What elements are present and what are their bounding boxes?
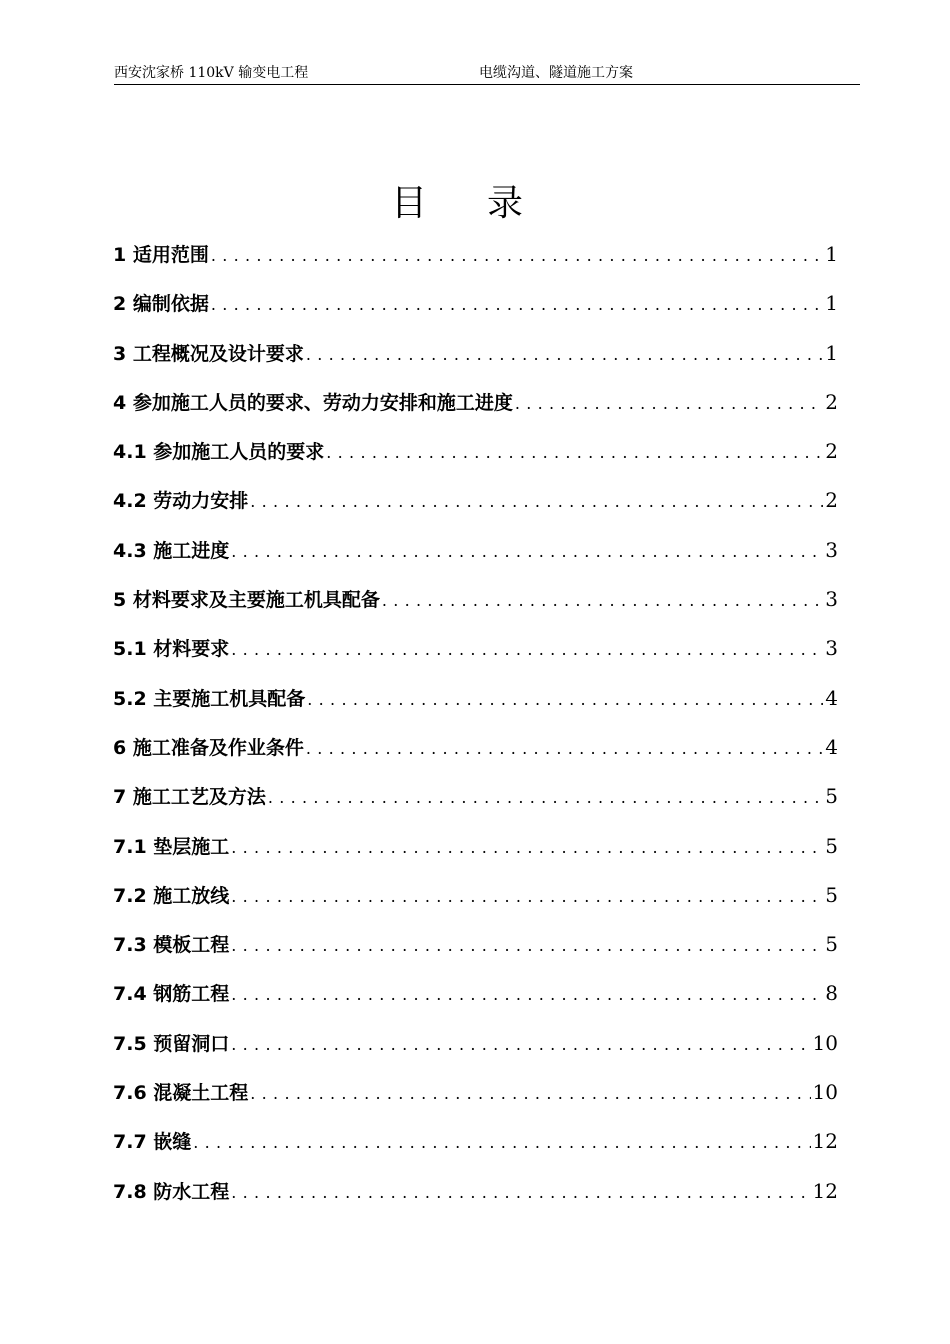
- toc-entry[interactable]: [113, 1025, 838, 1074]
- toc-leader-dots: [250, 484, 823, 520]
- page-header: [114, 64, 860, 85]
- toc-leader-dots: [268, 780, 823, 816]
- toc-entry[interactable]: [113, 1123, 838, 1172]
- toc-leader-dots: [231, 534, 823, 570]
- toc-entry-page: 5: [825, 882, 838, 907]
- toc-entry-page: 12: [812, 1178, 838, 1203]
- toc-entry-page: 2: [825, 439, 838, 464]
- toc-entry[interactable]: [113, 236, 838, 285]
- toc-entry[interactable]: [113, 778, 838, 827]
- toc-entry-page: 4: [825, 734, 838, 759]
- toc-entry[interactable]: [113, 729, 838, 778]
- toc-entry-title: 7.2 施工放线: [113, 884, 230, 907]
- toc-leader-dots: [250, 1076, 810, 1112]
- toc-leader-dots: [231, 1175, 810, 1211]
- toc-entry-title: 7.4 钢筋工程: [113, 983, 230, 1006]
- toc-entry-title: 7 施工工艺及方法: [113, 786, 266, 809]
- toc-entry-title: 6 施工准备及作业条件: [113, 736, 304, 759]
- table-of-contents: [113, 236, 838, 1222]
- toc-entry-page: 3: [825, 587, 838, 612]
- toc-entry-page: 5: [825, 833, 838, 858]
- toc-entry[interactable]: [113, 630, 838, 679]
- toc-entry-page: 10: [812, 1080, 838, 1105]
- toc-entry[interactable]: [113, 482, 838, 531]
- toc-entry-title: 7.6 混凝土工程: [113, 1082, 249, 1105]
- toc-entry[interactable]: [113, 384, 838, 433]
- toc-entry[interactable]: [113, 532, 838, 581]
- toc-heading: 目录: [390, 183, 583, 224]
- toc-entry-page: 5: [825, 932, 838, 957]
- toc-entry-title: 4.3 施工进度: [113, 539, 230, 562]
- toc-leader-dots: [307, 682, 823, 718]
- toc-entry-title: 5 材料要求及主要施工机具配备: [113, 589, 380, 612]
- toc-entry[interactable]: [113, 680, 838, 729]
- toc-entry-page: 12: [812, 1129, 838, 1154]
- toc-entry-title: 5.2 主要施工机具配备: [113, 687, 306, 710]
- toc-leader-dots: [515, 386, 823, 422]
- toc-entry-title: 1 适用范围: [113, 244, 209, 266]
- toc-leader-dots: [231, 977, 823, 1013]
- header-document-name: 电缆沟道、隧道施工方案: [479, 65, 633, 81]
- toc-leader-dots: [211, 287, 823, 323]
- toc-entry-title: 4.2 劳动力安排: [113, 490, 249, 513]
- toc-entry-title: 7.5 预留洞口: [113, 1032, 230, 1055]
- toc-entry[interactable]: [113, 285, 838, 334]
- toc-entry-title: 7.1 垫层施工: [113, 835, 230, 858]
- toc-leader-dots: [231, 1027, 810, 1063]
- toc-leader-dots: [231, 830, 823, 866]
- toc-entry[interactable]: [113, 975, 838, 1024]
- toc-entry[interactable]: [113, 1173, 838, 1222]
- toc-leader-dots: [231, 879, 823, 915]
- toc-entry-page: 4: [825, 685, 838, 710]
- toc-leader-dots: [211, 238, 823, 274]
- toc-entry-title: 5.1 材料要求: [113, 638, 230, 661]
- toc-leader-dots: [326, 435, 823, 471]
- header-project-name: 西安沈家桥 110kV 输变电工程: [114, 65, 309, 81]
- toc-entry-page: 2: [825, 389, 838, 414]
- toc-entry[interactable]: [113, 877, 838, 926]
- toc-entry-page: 3: [825, 636, 838, 661]
- toc-entry-page: 1: [825, 242, 838, 266]
- toc-leader-dots: [306, 337, 823, 373]
- toc-entry-page: 5: [825, 784, 838, 809]
- toc-leader-dots: [231, 928, 823, 964]
- toc-entry-page: 1: [825, 340, 838, 365]
- toc-entry-page: 3: [825, 537, 838, 562]
- toc-entry-title: 3 工程概况及设计要求: [113, 342, 304, 365]
- toc-leader-dots: [382, 583, 823, 619]
- toc-leader-dots: [231, 632, 823, 668]
- toc-leader-dots: [193, 1125, 810, 1161]
- toc-entry[interactable]: [113, 433, 838, 482]
- toc-entry[interactable]: [113, 926, 838, 975]
- toc-entry-title: 7.7 嵌缝: [113, 1131, 192, 1154]
- toc-entry-page: 2: [825, 488, 838, 513]
- toc-entry-title: 4.1 参加施工人员的要求: [113, 441, 325, 464]
- toc-entry-page: 1: [825, 291, 838, 316]
- toc-leader-dots: [306, 731, 823, 767]
- toc-entry[interactable]: [113, 828, 838, 877]
- toc-entry-title: 7.8 防水工程: [113, 1180, 230, 1203]
- toc-entry[interactable]: [113, 581, 838, 630]
- toc-entry-page: 10: [812, 1030, 838, 1055]
- toc-entry-page: 8: [825, 981, 838, 1006]
- toc-entry[interactable]: [113, 1074, 838, 1123]
- toc-entry-title: 7.3 模板工程: [113, 934, 230, 957]
- toc-entry[interactable]: [113, 335, 838, 384]
- toc-entry-title: 4 参加施工人员的要求、劳动力安排和施工进度: [113, 391, 513, 414]
- toc-entry-title: 2 编制依据: [113, 293, 209, 316]
